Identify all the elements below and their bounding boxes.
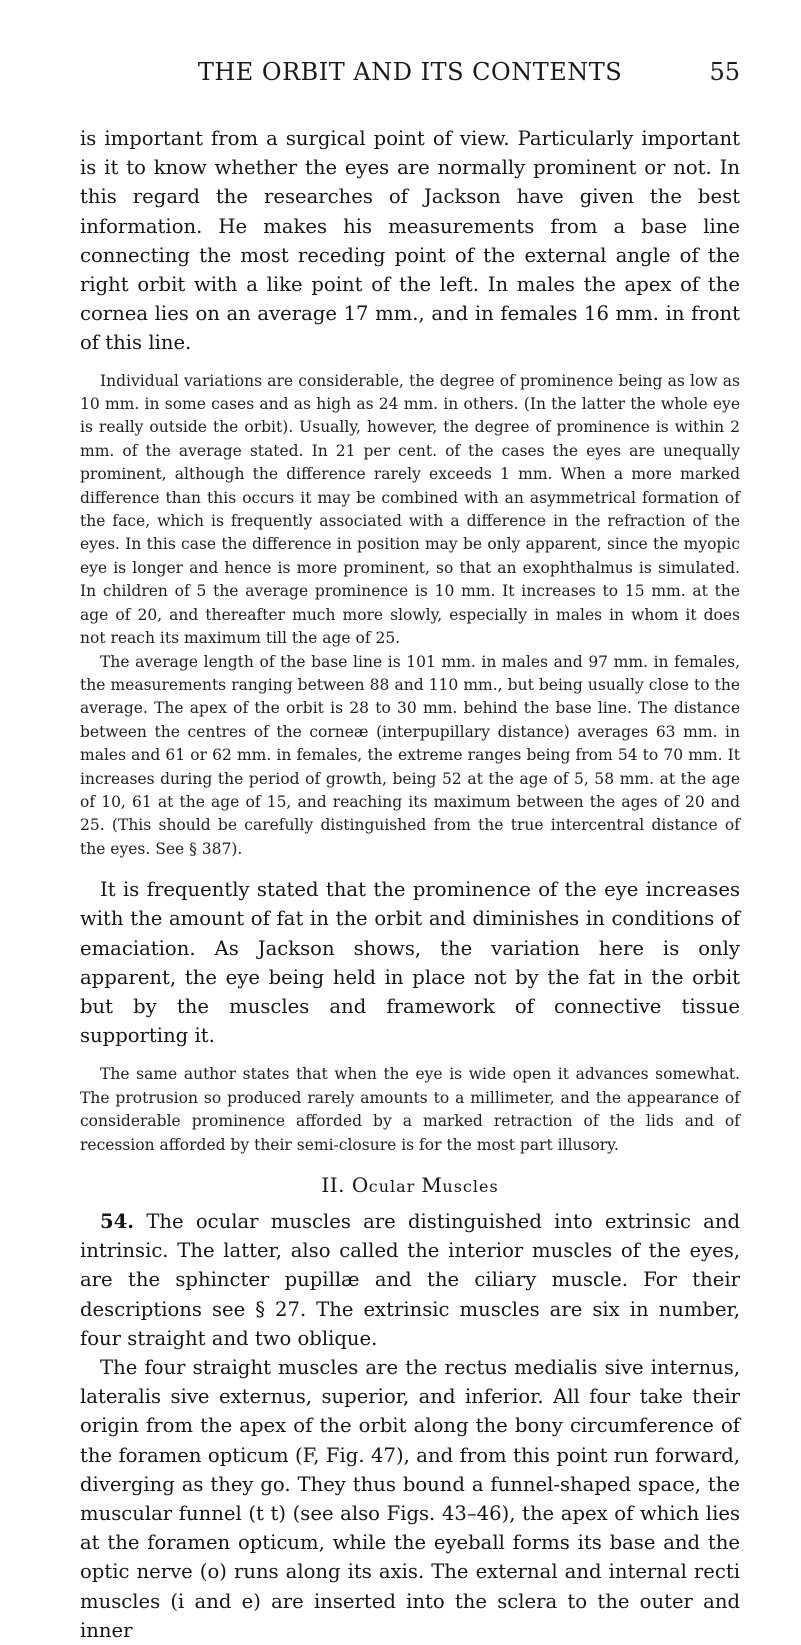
paragraph-fat-prominence: It is frequently stated that the prominence of the eye increases with the amount of fat in the orbit and diminishes in conditions of emaciation. As Jackson shows, the variation here is only apparent, the eye being held in place not by the fat in the orbit but by the muscles and framework of connective tissue supporting it. xyxy=(80,878,740,1048)
paragraph-surgical-importance: is important from a surgical point of view. Particularly important is it to know whether the eyes are normally prominent or not. In this regard the researches of Jackson have given the best information. He makes his measurements from a base line connecting the most receding point of the external angle of the right orbit with a like point of the left. In males the apex of the cornea lies on an average 17 mm., and in females 16 mm. in front of this line. xyxy=(80,127,740,355)
section-title-initial-m: M xyxy=(421,1173,443,1197)
running-title: THE ORBIT AND ITS CONTENTS xyxy=(197,58,623,86)
paragraph-individual-variations: Individual variations are considerable, the degree of prominence being as low as 10 mm. in some cases and as high as 24 mm. in others. (In the latter the whole eye is really outside the orbit). Usually, however, the degree of prominence is within 2 mm. of the average stated. In 21 per cent. of the cases the eyes are unequally prominent, although the difference rarely exceeds 1 mm. When a more marked difference than this occurs it may be combined with an asymmetrical formation of the face, which is frequently associated with a difference in the refraction of the eyes. In this case the difference in position may be only apparent, since the myopic eye is longer and hence is more prominent, so that an exophthalmus is simulated. In children of 5 the average prominence is 10 mm. It increases to 15 mm. at the age of 20, and thereafter much more slowly, especially in males in whom it does not reach its maximum till the age of 25. xyxy=(80,371,740,648)
paragraph-base-line-measurements: The average length of the base line is 101 mm. in males and 97 mm. in females, the measurements ranging between 88 and 110 mm., but being usually close to the average. The apex of the orbit is 28 to 30 mm. behind the base line. The distance between the centres of the corneæ (interpupillary distance) averages 63 mm. in males and 61 or 62 mm. in females, the extreme ranges being from 54 to 70 mm. It increases during the period of growth, being 52 at the age of 5, 58 mm. at the age of 10, 61 at the age of 15, and reaching its maximum between the ages of 20 and 25. (This should be carefully distinguished from the true intercentral distance of the eyes. See § 387). xyxy=(80,652,740,858)
paragraph-number: 54. xyxy=(100,1210,135,1233)
section-title-part-1: cular xyxy=(368,1177,422,1196)
paragraph-ocular-muscles-intro xyxy=(80,1207,740,1353)
paragraph-wide-open-eye: The same author states that when the eye is wide open it advances somewhat. The protrusion so produced rarely amounts to a millimeter, and the appearance of considerable prominence afforded by a marked retraction of the lids and of recession afforded by their semi-closure is for the most part illusory. xyxy=(80,1065,740,1154)
page-number: 55 xyxy=(709,58,740,86)
section-numeral: II. xyxy=(321,1173,345,1197)
section-heading-ocular-muscles xyxy=(80,1173,740,1197)
paragraph-straight-muscles: The four straight muscles are the rectus medialis sive internus, lateralis sive externus, superior, and inferior. All four take their origin from the apex of the orbit along the bony circumference of the foramen opticum (F, Fig. 47), and from this point run forward, diverging as they go. They thus bound a funnel-shaped space, the muscular funnel (t t) (see also Figs. 43–46), the apex of which lies at the foramen opticum, while the eyeball forms its base and the optic nerve (o) runs along its axis. The external and internal recti muscles (i and e) are inserted into the sclera to the outer and inner xyxy=(80,1356,740,1642)
page-header xyxy=(80,58,740,92)
section-title xyxy=(352,1173,499,1197)
page-body xyxy=(80,124,740,1645)
section-title-part-2: uscles xyxy=(442,1177,499,1196)
section-title-initial-o: O xyxy=(351,1173,369,1197)
paragraph-ocular-muscles-text: The ocular muscles are distinguished into extrinsic and intrinsic. The latter, also called the interior muscles of the eyes, are the sphincter pupillæ and the ciliary muscle. For their descriptions see § 27. The extrinsic muscles are six in number, four straight and two oblique. xyxy=(80,1210,740,1350)
